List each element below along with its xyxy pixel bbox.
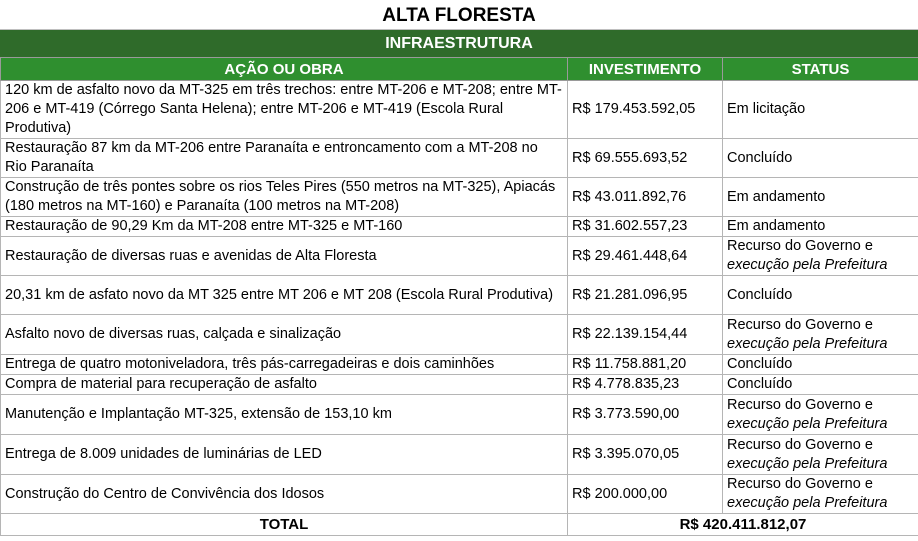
action-cell: Manutenção e Implantação MT-325, extensão de 153,10 km [1, 395, 568, 435]
status-text: Em andamento [727, 218, 826, 234]
table-row [1, 475, 918, 514]
action-cell: Entrega de 8.009 unidades de luminárias de LED [1, 435, 568, 475]
investment-cell: R$ 179.453.592,05 [568, 81, 723, 139]
table-row [1, 375, 918, 395]
status-cell [723, 475, 918, 514]
section-header: INFRAESTRUTURA [0, 30, 918, 57]
table-row [1, 178, 918, 217]
action-cell: 120 km de asfalto novo da MT-325 em três trechos: entre MT-206 e MT-208; entre MT-206 e MT-419 (Córrego Santa Helena); entre MT-206 e MT-419 (Escola Rural Produtiva) [1, 81, 568, 139]
investment-cell: R$ 31.602.557,23 [568, 217, 723, 237]
status-cell [723, 217, 918, 237]
table-row [1, 395, 918, 435]
column-header-investment: INVESTIMENTO [568, 58, 723, 81]
table-row [1, 276, 918, 315]
column-header-status: STATUS [723, 58, 918, 81]
status-text: Em andamento [727, 188, 826, 205]
investment-cell: R$ 29.461.448,64 [568, 237, 723, 276]
table-row [1, 81, 918, 139]
action-cell: Construção do Centro de Convivência dos Idosos [1, 475, 568, 514]
status-cell [723, 139, 918, 178]
investment-cell: R$ 22.139.154,44 [568, 315, 723, 355]
investment-cell: R$ 4.778.835,23 [568, 375, 723, 395]
status-cell [723, 395, 918, 435]
status-text-line2: execução pela Prefeitura [727, 415, 888, 432]
table-row [1, 355, 918, 375]
table-row [1, 139, 918, 178]
table-row [1, 435, 918, 475]
action-cell: Construção de três pontes sobre os rios Teles Pires (550 metros na MT-325), Apiacás (180 metros na MT-160) e Paranaíta (100 metros na MT-208) [1, 178, 568, 217]
total-label: TOTAL [1, 514, 568, 536]
status-cell [723, 178, 918, 217]
total-value: R$ 420.411.812,07 [568, 514, 918, 536]
status-text: Recurso do Governo e [727, 436, 873, 453]
investment-cell: R$ 69.555.693,52 [568, 139, 723, 178]
table-row [1, 315, 918, 355]
investment-cell: R$ 11.758.881,20 [568, 355, 723, 375]
status-text: Em licitação [727, 101, 806, 117]
status-text: Concluído [727, 376, 793, 392]
status-cell [723, 276, 918, 315]
status-text: Recurso do Governo e [727, 316, 873, 333]
status-text: Concluído [727, 149, 793, 166]
status-text-line2: execução pela Prefeitura [727, 335, 888, 352]
table-row [1, 217, 918, 237]
status-text: Recurso do Governo e [727, 238, 873, 254]
action-cell: Entrega de quatro motoniveladora, três pás-carregadeiras e dois caminhões [1, 355, 568, 375]
action-cell: Restauração de diversas ruas e avenidas de Alta Floresta [1, 237, 568, 276]
column-header-action: AÇÃO OU OBRA [1, 58, 568, 81]
action-cell: Compra de material para recuperação de asfalto [1, 375, 568, 395]
investment-cell: R$ 200.000,00 [568, 475, 723, 514]
action-cell: 20,31 km de asfato novo da MT 325 entre MT 206 e MT 208 (Escola Rural Produtiva) [1, 276, 568, 315]
status-text-line2: execução pela Prefeitura [727, 257, 888, 273]
status-text: Recurso do Governo e [727, 476, 873, 492]
status-text: Recurso do Governo e [727, 396, 873, 413]
investment-cell: R$ 43.011.892,76 [568, 178, 723, 217]
action-cell: Asfalto novo de diversas ruas, calçada e sinalização [1, 315, 568, 355]
status-cell [723, 355, 918, 375]
table-row [1, 237, 918, 276]
status-text-line2: execução pela Prefeitura [727, 495, 888, 511]
status-text: Concluído [727, 356, 793, 372]
status-cell [723, 435, 918, 475]
investment-table [0, 57, 918, 536]
total-row [1, 514, 918, 536]
status-cell [723, 237, 918, 276]
action-cell: Restauração 87 km da MT-206 entre Paranaíta e entroncamento com a MT-208 no Rio Paranaíta [1, 139, 568, 178]
status-cell [723, 81, 918, 139]
status-cell [723, 315, 918, 355]
investment-cell: R$ 3.395.070,05 [568, 435, 723, 475]
investment-cell: R$ 21.281.096,95 [568, 276, 723, 315]
status-text: Concluído [727, 286, 793, 303]
page-title: ALTA FLORESTA [0, 0, 918, 30]
table-header-row [1, 58, 918, 81]
status-cell [723, 375, 918, 395]
investment-cell: R$ 3.773.590,00 [568, 395, 723, 435]
status-text-line2: execução pela Prefeitura [727, 455, 888, 472]
action-cell: Restauração de 90,29 Km da MT-208 entre MT-325 e MT-160 [1, 217, 568, 237]
